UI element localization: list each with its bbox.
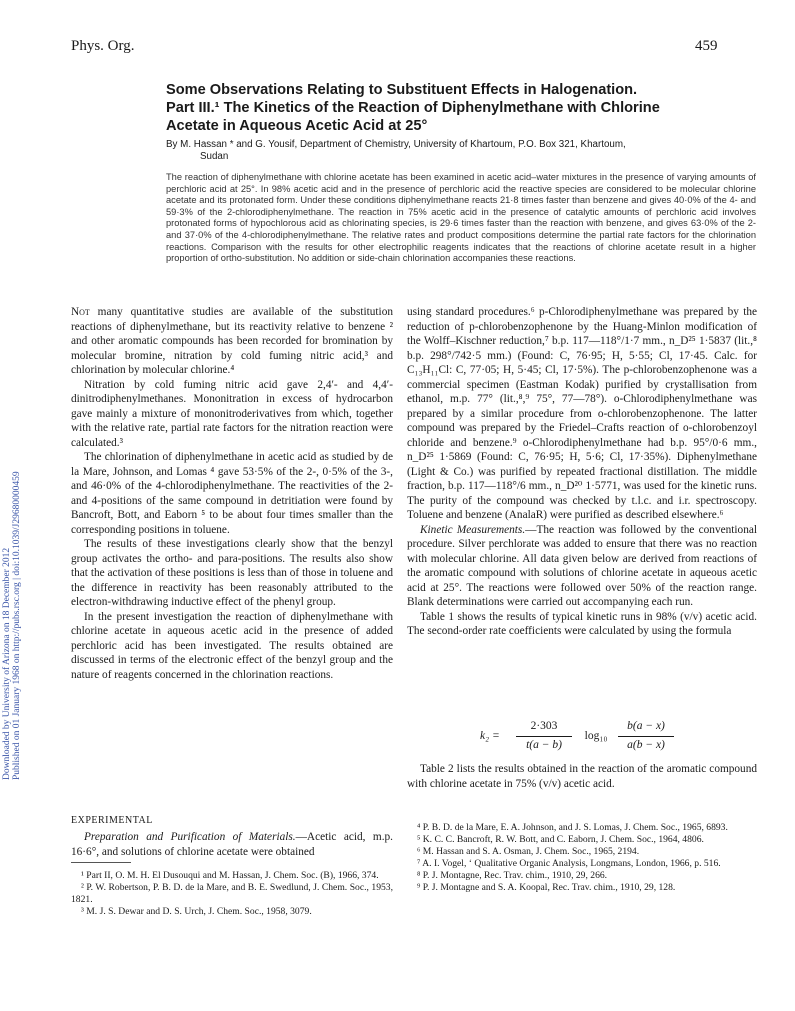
intro-paragraph-5: In the present investigation the reaction of diphenylmethane with chlorine acetate in aqueous acetic acid in the presence of added perchloric acid has been investigated. The results obtained are discussed in terms of the electronic effect of the benzyl group and the nature of reagents concerned in the chlorination reactions. [71, 610, 393, 681]
fraction-bar-1 [516, 736, 572, 737]
footnotes-left [71, 870, 393, 918]
materials-paragraph [71, 830, 393, 859]
download-notice-line-2[interactable]: Published on 01 January 1968 on http://pubs.rsc.org | doi:10.1039/J29680000459 [12, 471, 22, 780]
footnote-2: ² P. W. Robertson, P. B. D. de la Mare, and B. E. Swedlund, J. Chem. Soc., 1953, 1821. [71, 882, 393, 905]
author-block [166, 139, 756, 163]
footnote-8: ⁸ P. J. Montagne, Rec. Trav. chim., 1910, 29, 266. [417, 870, 608, 881]
author-line-2: Sudan [200, 151, 229, 162]
footnote-5: ⁵ K. C. C. Bancroft, R. W. Bott, and C. Eaborn, J. Chem. Soc., 1964, 4806. [417, 834, 704, 845]
experimental-heading: EXPERIMENTAL [71, 815, 153, 826]
intro-paragraph-3: The chlorination of diphenylmethane in acetic acid as studied by de la Mare, Johnson, and Lomas ⁴ gave 53·5% of the 2-, 0·5% of the 3-, and 46·0% of the 4-chlorodiphenylmethane. The reactivities of the 2- and 4-positions of the same compound in detritiation were found by Bancroft, Bott, and Eaborn ⁵ to be about four times smaller than the corresponding positions in toluene. [71, 451, 393, 536]
intro-paragraph-2: Nitration by cold fuming nitric acid gave 2,4′- and 4,4′-dinitrodiphenylmethanes. Mononitration in excess of hydrocarbon gave mainly a mixture of mononitroderivatives from which, together with the relative rate, partial rate factors for the nitration reaction were calculated.³ [71, 378, 393, 449]
materials-lead: Preparation and Purification of Materials. [84, 831, 296, 843]
right-column [407, 305, 757, 639]
journal-name: Phys. Org. [71, 38, 135, 54]
formula-denominator-1: t(a − b) [526, 739, 562, 751]
download-notice-line-1[interactable]: Downloaded by University of Arizona on 18 December 2012 [2, 547, 12, 780]
materials-continued: using standard procedures.⁶ p-Chlorodiphenylmethane was prepared by the reduction of p-chlorobenzophenone by the Huang-Minlon modification of the Wolff–Kischner reduction,⁷ b.p. 117—118°/1·7 mm., n_D²⁵ 1·5837 (lit.,⁸ b.p. 298°/742·5 mm.) (Found: C, 76·95; H, 5·55; Cl, 17·45. Calc. for C₁₃H₁₁Cl: C, 77·05; H, 5·45; Cl, 17·5%). The p-chlorobenzophenone was a commercial specimen (Eastman Kodak) purified by crystallisation from ethanol, m.p. 77° (lit.,⁸,⁹ 75°, 77—78°). o-Chlorodiphenylmethane was prepared by a similar procedure from o-chlorobenzophenone. The latter compound was prepared by the Friedel–Crafts reaction of o-chlorobenzoyl chloride and benzene.⁹ o-Chlorodiphenylmethane had b.p. 95°/0·6 mm., n_D²⁵ 1·5869 (Found: C, 76·95; H, 5·6; Cl, 17·35%). Diphenylmethane (Light & Co.) was purified by repeated fractional distillation. The middle fraction, b.p. 117—118°/6 mm., n_D²⁰ 1·5771, was used for the kinetic runs. The purity of the compound was checked by t.l.c. and i.r. spectroscopy. Toluene and benzene (AnalaR) were purified as described elsewhere.⁶ [407, 306, 757, 521]
formula-log: log₁₀ [584, 730, 608, 742]
left-column-experimental [71, 830, 393, 859]
article-title [166, 81, 756, 135]
kinetic-text: —The reaction was followed by the conventional procedure. Silver perchlorate was added to ensure that there was no reaction with molecular chlorine. All data given below are derived from reactions of the aromatic compound with solutions of chlorine acetate in aqueous acetic acid at 25°. The reactions were followed over 50% of the reaction range. Blank determinations were carried out accompanying each run. [407, 523, 757, 608]
footnote-4: ⁴ P. B. D. de la Mare, E. A. Johnson, and J. S. Lomas, J. Chem. Soc., 1965, 6893. [417, 822, 728, 833]
table1-paragraph: Table 1 shows the results of typical kinetic runs in 98% (v/v) acetic acid. The second-order rate coefficients were calculated by using the formula [407, 610, 757, 637]
footnote-1: ¹ Part II, O. M. H. El Dusouqui and M. Hassan, J. Chem. Soc. (B), 1966, 374. [81, 870, 379, 881]
footnotes-right [407, 822, 757, 894]
author-line-1: By M. Hassan * and G. Yousif, Department of Chemistry, University of Khartoum, P.O. Box 321, Khartoum, [166, 139, 626, 150]
intro-lead-word: Not [71, 306, 90, 318]
left-column [71, 305, 393, 682]
rate-formula [480, 720, 680, 756]
footnote-7: ⁷ A. I. Vogel, ‘ Qualitative Organic Analysis, Longmans, London, 1966, p. 516. [417, 858, 721, 869]
intro-paragraph-1 [71, 305, 393, 378]
abstract: The reaction of diphenylmethane with chlorine acetate has been examined in acetic acid–water mixtures in the presence of varying amounts of perchloric acid at 25°. In 98% acetic acid and in the presence of perchloric acid the reactive species are considered to be molecular chlorine acetate and its protonated form. Under these conditions diphenylmethane reacts 21·8 times faster than benzene and gives 40·0% of the 4- and 59·3% of the 2-chlorodiphenylmethane. The reaction in 75% acetic acid in the presence of catalytic amounts of perchloric acid involves protonated forms of hypochlorous acid as chlorinating species, is 29·6 times faster than the reaction with benzene, and gives 63·0% of the 2- and 37·0% of the 4-chlorodiphenylmethane. The relative rates and product compositions determine the partial rate factors for the chlorination reactions. Comparison with the results for other electrophilic reagents indicates that the reactions of chlorine acetate result in a higher proportion of ortho-substitution. No addition or side-chain chlorination accompanies these reactions. [166, 172, 756, 264]
title-line-3: Acetate in Aqueous Acetic Acid at 25° [166, 118, 428, 134]
formula-numerator-2: b(a − x) [627, 720, 665, 732]
intro-paragraph-4: The results of these investigations clearly show that the benzyl group activates the ortho- and para-positions. The results also show that the activation of these positions is less than of those in toluene and the difference in reactivity has been reasonably attributed to the electron-withdrawing inductive effect of the phenyl group. [71, 538, 393, 608]
table2-paragraph: Table 2 lists the results obtained in the reaction of the aromatic compound with chlorine acetate in 75% (v/v) acetic acid. [407, 763, 757, 790]
fraction-bar-2 [618, 736, 674, 737]
download-notice [2, 220, 22, 780]
materials-text: —Acetic acid, m.p. 16·6°, and solutions of chlorine acetate were obtained [71, 831, 393, 858]
intro-paragraph-1-text: many quantitative studies are available of the substitution reactions of diphenylmethane, but its reactivity relative to benzene ² and other aromatic compounds has been recorded for bromination by molecular bromine, nitration by cold fuming nitric acid,³ and chlorination by molecular chlorine.⁴ [71, 306, 393, 376]
right-column-lower [407, 762, 757, 791]
footnote-3: ³ M. J. S. Dewar and D. S. Urch, J. Chem. Soc., 1958, 3079. [81, 906, 312, 917]
kinetic-paragraph [407, 523, 757, 610]
formula-denominator-2: a(b − x) [627, 739, 665, 751]
footnote-9: ⁹ P. J. Montagne and S. A. Koopal, Rec. Trav. chim., 1910, 29, 128. [417, 882, 676, 893]
page-number: 459 [695, 38, 718, 54]
footnote-6: ⁶ M. Hassan and S. A. Osman, J. Chem. Soc., 1965, 2194. [417, 846, 640, 857]
footnote-rule-left [71, 862, 131, 863]
title-line-1: Some Observations Relating to Substituent Effects in Halogenation. [166, 82, 638, 98]
formula-lhs: k₂ = [480, 730, 500, 742]
formula-numerator-1: 2·303 [530, 720, 558, 732]
title-line-2: Part III.¹ The Kinetics of the Reaction of Diphenylmethane with Chlorine [166, 100, 660, 116]
kinetic-lead: Kinetic Measurements. [420, 523, 526, 536]
